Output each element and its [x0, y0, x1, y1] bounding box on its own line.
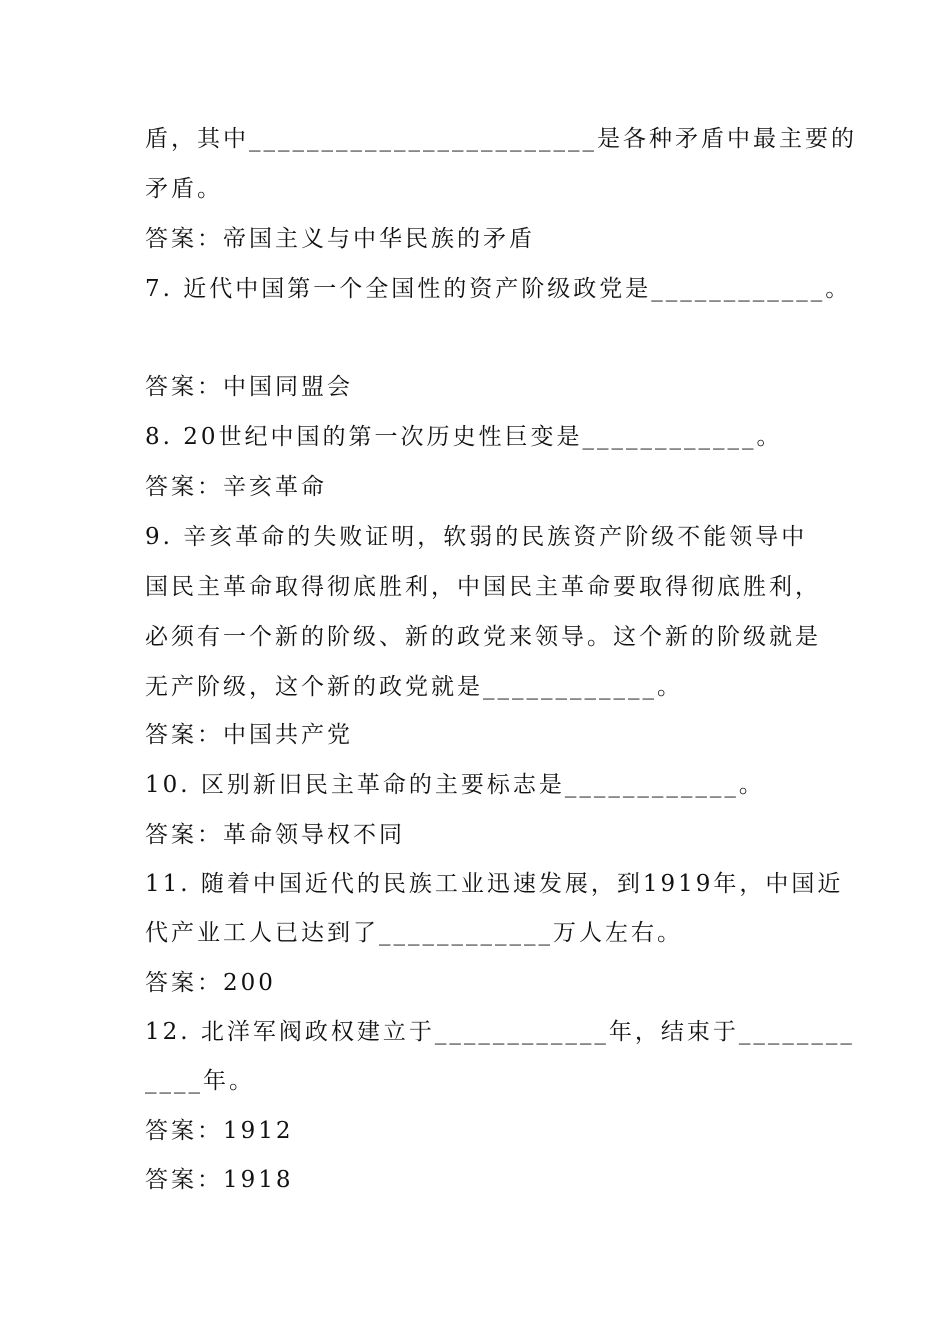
answer-line: 答案：200: [145, 970, 276, 996]
question-7: 7. 近代中国第一个全国性的资产阶级政党是____________。: [145, 276, 852, 302]
answer-line: 答案：1918: [145, 1167, 294, 1193]
answer-line: 答案：辛亥革命: [145, 474, 327, 500]
text-line: 代产业工人已达到了____________万人左右。: [145, 920, 683, 946]
text-line: 无产阶级，这个新的政党就是____________。: [145, 674, 683, 700]
question-11: 11. 随着中国近代的民族工业迅速发展，到1919年，中国近: [145, 871, 844, 897]
question-9: 9. 辛亥革命的失败证明，软弱的民族资产阶级不能领导中: [145, 524, 808, 550]
text-line: 必须有一个新的阶级、新的政党来领导。这个新的阶级就是: [145, 624, 821, 650]
question-12: 12. 北洋军阀政权建立于____________年，结束于________: [145, 1019, 855, 1045]
answer-line: 答案：中国同盟会: [145, 374, 353, 400]
answer-line: 答案：中国共产党: [145, 722, 353, 748]
answer-line: 答案：1912: [145, 1118, 294, 1144]
text-line: 矛盾。: [145, 176, 223, 202]
text-line: 盾，其中________________________是各种矛盾中最主要的: [145, 126, 857, 152]
question-10: 10. 区别新旧民主革命的主要标志是____________。: [145, 772, 765, 798]
answer-line: 答案：帝国主义与中华民族的矛盾: [145, 226, 535, 252]
question-8: 8. 20世纪中国的第一次历史性巨变是____________。: [145, 424, 783, 450]
text-line: 国民主革命取得彻底胜利，中国民主革命要取得彻底胜利，: [145, 574, 821, 600]
text-line: ____年。: [145, 1068, 255, 1094]
answer-line: 答案：革命领导权不同: [145, 822, 405, 848]
